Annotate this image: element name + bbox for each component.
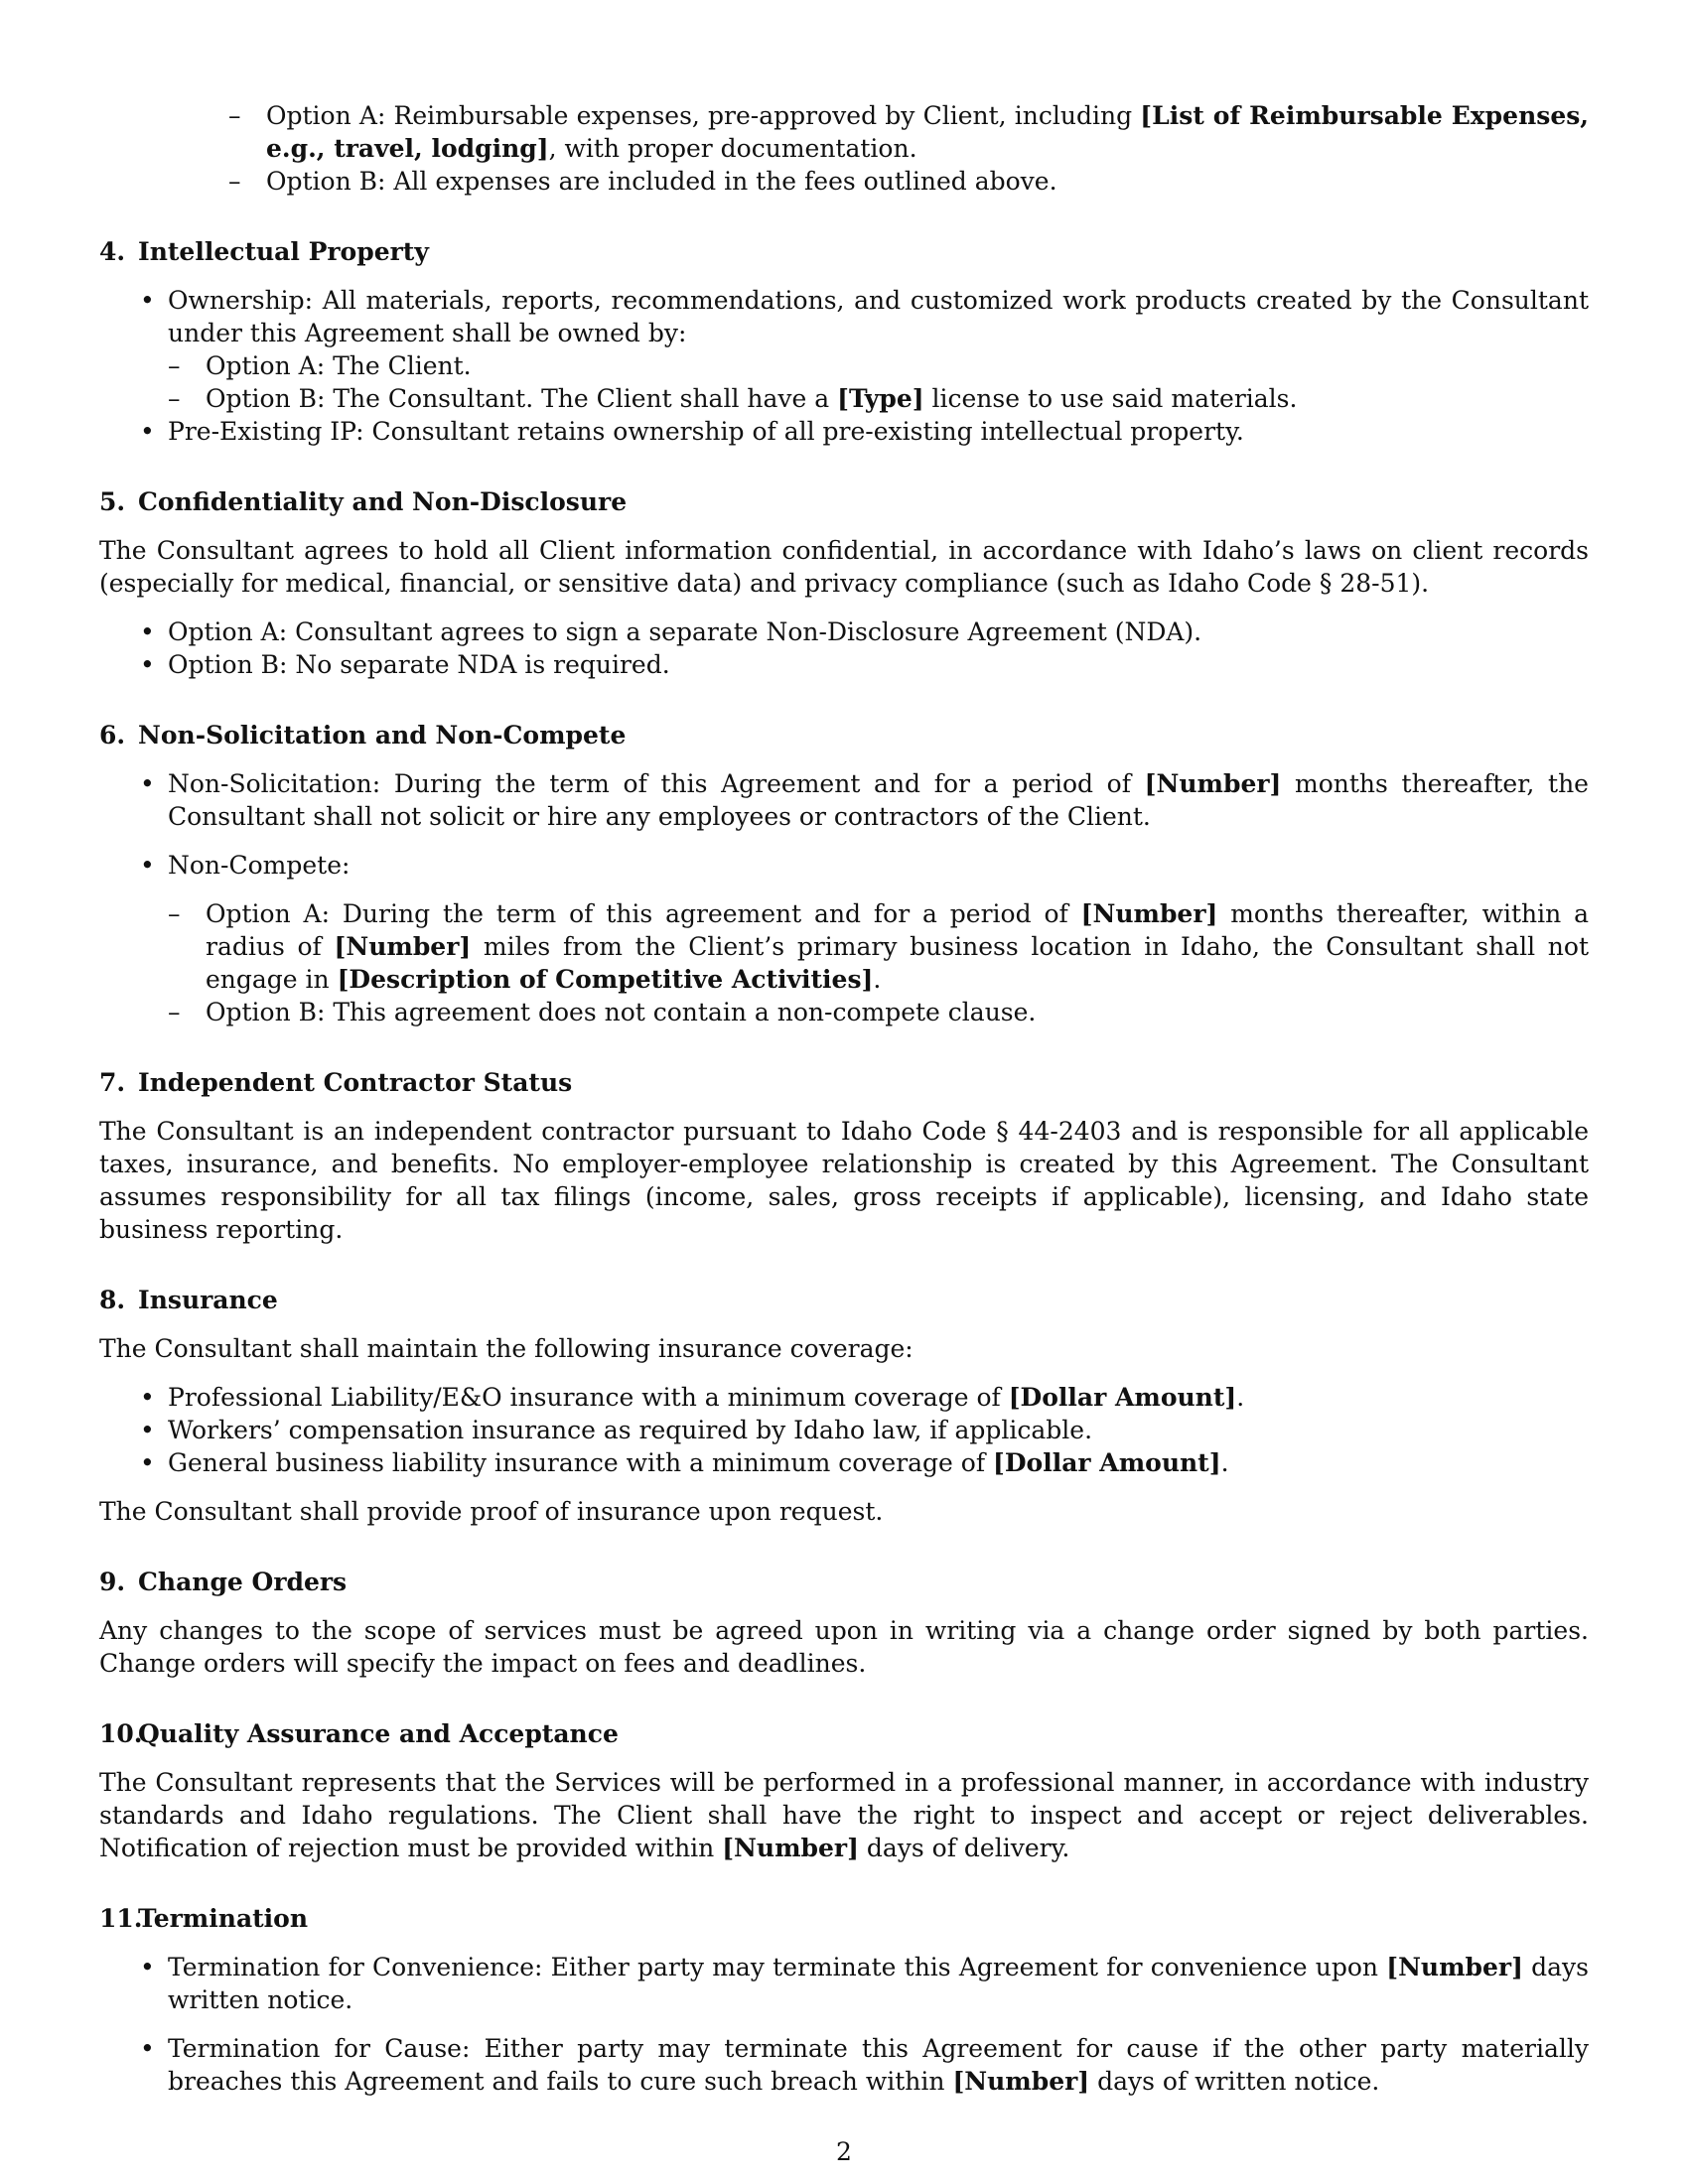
non-compete-option-b: – Option B: This agreement does not contain a non-compete clause.	[168, 996, 1589, 1028]
section-heading-11: 11.Termination	[99, 1904, 309, 1933]
termination-cause-item: • Termination for Cause: Either party may terminate this Agreement for cause if the other party materially breaches this Agreement and fails to cure such breach within [Number] days of written notice.	[99, 2032, 1589, 2098]
expense-options-list	[228, 99, 1589, 198]
insurance-item: • Professional Liability/E&O insurance with a minimum coverage of [Dollar Amount].	[99, 1381, 1589, 1414]
non-solicitation-item: • Non-Solicitation: During the term of this Agreement and for a period of [Number] months thereafter, the Consultant shall not solicit or hire any employees or contractors of the Client.	[99, 767, 1589, 833]
expense-option-b: – Option B: All expenses are included in the fees outlined above.	[228, 165, 1589, 198]
termination-list	[99, 1951, 1589, 2098]
insurance-outro: The Consultant shall provide proof of insurance upon request.	[99, 1497, 884, 1526]
insurance-list	[99, 1381, 1589, 1479]
contractor-status-paragraph: The Consultant is an independent contractor pursuant to Idaho Code § 44-2403 and is responsible for all applicable taxes, insurance, and benefits. No employer-employee relationship is created by this Agreement. The Consultant assumes responsibility for all tax filings (income, sales, gross receipts if applicable), licensing, and Idaho state business reporting.	[99, 1117, 1589, 1244]
termination-convenience-item: • Termination for Convenience: Either party may terminate this Agreement for convenience upon [Number] days written notice.	[99, 1951, 1589, 2016]
insurance-item: • General business liability insurance with a minimum coverage of [Dollar Amount].	[99, 1446, 1589, 1479]
confidentiality-paragraph: The Consultant agrees to hold all Client information confidential, in accordance with Idaho’s laws on client records (especially for medical, financial, or sensitive data) and privacy compliance (such as Idaho Code § 28-51).	[99, 536, 1589, 598]
document-body	[99, 99, 1589, 2114]
ip-ownership-item: • Ownership: All materials, reports, recommendations, and customized work products created by the Consultant under this Agreement shall be owned by: – Option A: The Client. – Option B: The Consultant. The Client shall have a [Type] license to use said materials.	[99, 284, 1589, 415]
non-compete-options	[168, 897, 1589, 1028]
insurance-item: • Workers’ compensation insurance as required by Idaho law, if applicable.	[99, 1414, 1589, 1446]
ip-list	[99, 284, 1589, 448]
change-orders-paragraph: Any changes to the scope of services must be agreed upon in writing via a change order signed by both parties. Change orders will specify the impact on fees and deadlines.	[99, 1616, 1589, 1678]
nda-option-b: • Option B: No separate NDA is required.	[99, 648, 1589, 681]
section-heading-4: 4. Intellectual Property	[99, 237, 429, 266]
ip-option-a: – Option A: The Client.	[168, 349, 1589, 382]
section-heading-9: 9. Change Orders	[99, 1568, 348, 1596]
quality-assurance-paragraph: The Consultant represents that the Services will be performed in a professional manner, in accordance with industry standards and Idaho regulations. The Client shall have the right to inspect and accept or reject deliverables. Notification of rejection must be provided within [Number] days of delivery.	[99, 1768, 1589, 1862]
insurance-intro: The Consultant shall maintain the following insurance coverage:	[99, 1334, 914, 1363]
ip-preexisting-item: • Pre-Existing IP: Consultant retains ownership of all pre-existing intellectual property.	[99, 415, 1589, 448]
nda-option-a: • Option A: Consultant agrees to sign a separate Non-Disclosure Agreement (NDA).	[99, 615, 1589, 648]
section-heading-7: 7. Independent Contractor Status	[99, 1068, 573, 1097]
section-heading-8: 8. Insurance	[99, 1286, 278, 1314]
page-number: 2	[836, 2137, 852, 2166]
nonsolicit-list	[99, 767, 1589, 1028]
ip-ownership-options	[168, 349, 1589, 415]
section-heading-5: 5. Confidentiality and Non-Disclosure	[99, 487, 628, 516]
ip-option-b: – Option B: The Consultant. The Client shall have a [Type] license to use said materials.	[168, 382, 1589, 415]
non-compete-item: • Non-Compete: – Option A: During the term of this agreement and for a period of [Number] months thereafter, within a radius of [Number] miles from the Client’s primary business location in Idaho, the Consultant shall not engage in [Description of Competitive Activities]. – Option B: This agreement does not contain a non-compete clause.	[99, 849, 1589, 1028]
nda-options-list	[99, 615, 1589, 681]
section-heading-10: 10.Quality Assurance and Acceptance	[99, 1719, 619, 1748]
section-heading-6: 6. Non-Solicitation and Non-Compete	[99, 721, 627, 750]
non-compete-option-a: – Option A: During the term of this agreement and for a period of [Number] months thereafter, within a radius of [Number] miles from the Client’s primary business location in Idaho, the Consultant shall not engage in [Description of Competitive Activities].	[168, 897, 1589, 996]
expense-option-a: – Option A: Reimbursable expenses, pre-approved by Client, including [List of Reimbursable Expenses, e.g., travel, lodging], with proper documentation.	[228, 99, 1589, 165]
